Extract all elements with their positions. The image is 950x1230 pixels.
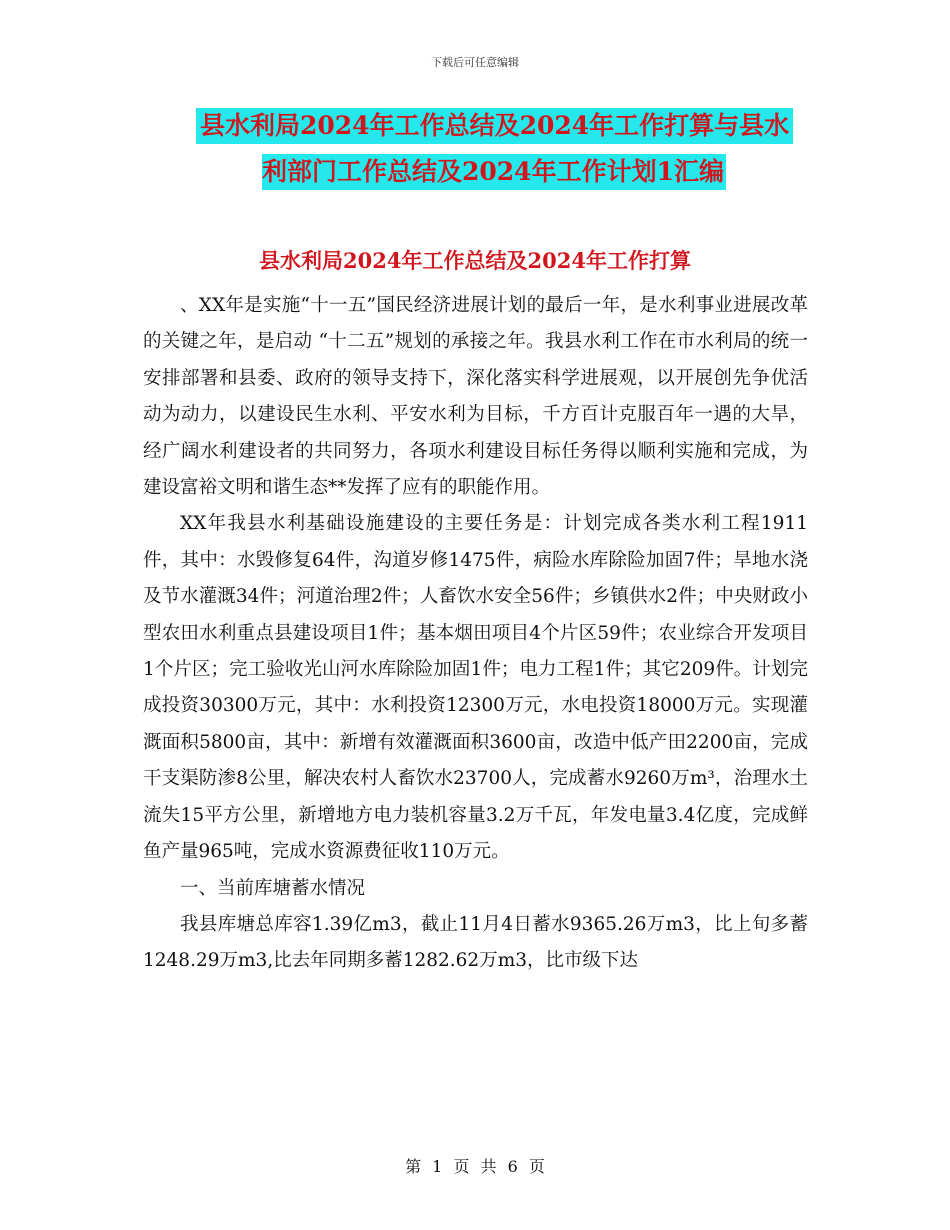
page-number: 第 1 页 共 6 页 [405,1157,545,1176]
section-title: 县水利局2024年工作总结及2024年工作打算 [259,248,691,273]
paragraph-tasks: XX年我县水利基础设施建设的主要任务是：计划完成各类水利工程1911件，其中：水毁修复64件，沟道岁修1475件，病险水库除险加固7件；旱地水浇及节水灌溉34件；河道治理2件；人畜饮水安全56件；乡镇供水2件；中央财政小型农田水利重点县建设项目1件；基本烟田项目4个片区59件；农业综合开发项目1个片区；完工验收光山河水库除险加固1件；电力工程1件；其它209件。计划完成投资30300万元，其中：水利投资12300万元，水电投资18000万元。实现灌溉面积5800亩，其中：新增有效灌溉面积3600亩，改造中低产田2200亩，完成干支渠防渗8公里，解决农村人畜饮水23700人，完成蓄水9260万m³，治理水土流失15平方公里，新增地方电力装机容量3.2万千瓦，年发电量3.4亿度，完成鲜鱼产量965吨，完成水资源费征收110万元。 [143,513,808,863]
subheading-reservoir-storage: 一、当前库塘蓄水情况 [180,877,366,899]
header-note: 下载后可任意编辑 [431,56,519,69]
paragraph-reservoir-storage: 我县库塘总库容1.39亿m3，截止11月4日蓄水9365.26万m3，比上旬多蓄1248.29万m3,比去年同期多蓄1282.62万m3，比市级下达 [143,913,808,972]
document-title-line-2: 利部门工作总结及2024年工作计划1汇编 [262,154,726,190]
document-title-line-1: 县水利局2024年工作总结及2024年工作打算与县水 [196,108,793,144]
document-body [143,288,808,980]
paragraph-intro: 、XX年是实施“十一五”国民经济进展计划的最后一年，是水利事业进展改革的关键之年，是启动 “十二五”规划的承接之年。我县水利工作在市水利局的统一安排部署和县委、政府的领导支持下，深化落实科学进展观，以开展创先争优活动为动力，以建设民生水利、平安水利为目标，千方百计克服百年一遇的大旱，经广阔水利建设者的共同努力，各项水利建设目标任务得以顺利实施和完成，为建设富裕文明和谐生态**发挥了应有的职能作用。 [143,295,808,499]
